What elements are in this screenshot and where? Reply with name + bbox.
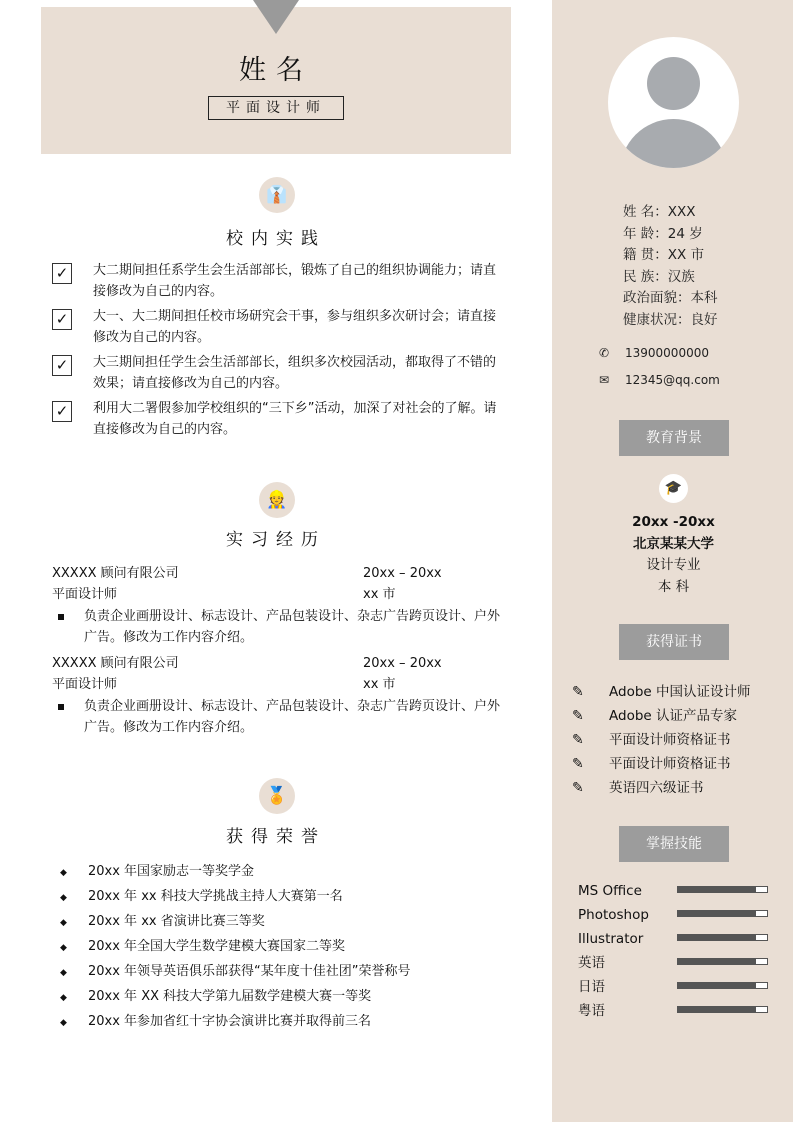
honor-text: 20xx 年国家励志一等奖学金 xyxy=(88,864,255,879)
skill-name: 粤语 xyxy=(578,1003,605,1019)
skill-level-bar xyxy=(677,910,768,917)
skill-level-fill xyxy=(678,935,756,940)
practice-text: 大二期间担任系学生会生活部部长，锻炼了自己的组织协调能力；请直接修改为自己的内容。 xyxy=(93,263,497,299)
education-block xyxy=(572,512,775,598)
cert-label: Adobe 中国认证设计师 xyxy=(609,684,751,700)
skill-name: 日语 xyxy=(578,979,605,995)
info-label: 姓 名： xyxy=(623,204,668,220)
list-item xyxy=(60,910,411,935)
honors-icon: 🏅 xyxy=(259,778,295,814)
list-item xyxy=(60,985,411,1010)
skill-row xyxy=(578,903,768,927)
education-heading: 教育背景 xyxy=(619,420,729,456)
job-desc xyxy=(52,606,502,648)
education-major: 设计专业 xyxy=(646,557,701,573)
skill-row xyxy=(578,951,768,975)
info-value: 汉族 xyxy=(667,268,695,285)
avatar xyxy=(608,37,739,168)
honor-text: 20xx 年参加省红十字协会演讲比赛并取得前三名 xyxy=(88,1014,372,1029)
info-value: 良好 xyxy=(690,311,718,328)
certs-list xyxy=(572,680,751,800)
job-city: xx 市 xyxy=(363,677,396,692)
list-item xyxy=(60,885,411,910)
practice-text: 利用大二署假参加学校组织的“三下乡”活动，加深了对社会的了解。请直接修改为自己的内容。 xyxy=(93,401,497,437)
info-label: 年 龄： xyxy=(623,225,668,242)
skill-level-fill xyxy=(678,983,756,988)
education-school: 北京某某大学 xyxy=(633,535,714,552)
checkbox-icon: ✓ xyxy=(52,355,72,376)
list-item xyxy=(60,1010,411,1035)
info-row xyxy=(623,245,718,267)
list-item xyxy=(572,776,751,800)
practice-text: 大一、大二期间担任校市场研究会干事，参与组织多次研讨会；请直接修改为自己的内容。 xyxy=(93,309,497,345)
job-desc-text: 负责企业画册设计、标志设计、产品包装设计、杂志广告跨页设计、户外广告。修改为工作内容介绍。 xyxy=(84,609,501,645)
info-label: 民 族： xyxy=(623,268,668,285)
diamond-bullet-icon: ◆ xyxy=(60,893,67,903)
job-city: xx 市 xyxy=(363,587,396,602)
info-row xyxy=(623,224,718,246)
diamond-bullet-icon: ◆ xyxy=(60,943,67,953)
info-label: 籍 贯： xyxy=(623,247,668,263)
internship-icon: 👷 xyxy=(259,482,295,518)
certificate-icon: ✎ xyxy=(572,708,584,724)
bullet-icon xyxy=(58,614,64,620)
internship-title: 实习经历 xyxy=(226,530,326,550)
header-triangle xyxy=(253,0,299,34)
skill-level-bar xyxy=(677,958,768,965)
certificate-icon: ✎ xyxy=(572,684,584,700)
email-row xyxy=(597,373,720,387)
avatar-head xyxy=(647,57,700,110)
list-item xyxy=(572,752,751,776)
skill-level-bar xyxy=(677,934,768,941)
cert-label: Adobe 认证产品专家 xyxy=(609,708,737,724)
skill-row xyxy=(578,927,768,951)
honor-text: 20xx 年 XX 科技大学第九届数学建模大赛一等奖 xyxy=(88,989,372,1004)
list-item xyxy=(52,398,498,440)
list-item xyxy=(60,860,411,885)
phone-number: 13900000000 xyxy=(625,346,709,360)
job-role: 平面设计师 xyxy=(52,677,118,692)
info-value: 24 岁 xyxy=(667,225,703,242)
honor-text: 20xx 年 xx 科技大学挑战主持人大赛第一名 xyxy=(88,889,343,904)
diamond-bullet-icon: ◆ xyxy=(60,968,67,978)
certificate-icon: ✎ xyxy=(572,732,584,748)
info-label: 健康状况： xyxy=(623,311,691,328)
skill-name: Illustrator xyxy=(578,931,644,947)
practice-icon: 👔 xyxy=(259,177,295,213)
cert-label: 平面设计师资格证书 xyxy=(609,756,731,772)
job-desc-text: 负责企业画册设计、标志设计、产品包装设计、杂志广告跨页设计、户外广告。修改为工作内容介绍。 xyxy=(84,699,501,735)
skill-row xyxy=(578,975,768,999)
skill-level-fill xyxy=(678,959,756,964)
diamond-bullet-icon: ◆ xyxy=(60,993,67,1003)
job-entry xyxy=(52,563,502,648)
cert-label: 平面设计师资格证书 xyxy=(609,732,731,748)
info-row xyxy=(623,267,718,289)
education-degree: 本 科 xyxy=(657,578,690,595)
list-item xyxy=(60,935,411,960)
skill-level-bar xyxy=(677,982,768,989)
info-row xyxy=(623,288,718,310)
graduation-cap-icon: 🎓 xyxy=(659,474,688,503)
honor-text: 20xx 年 xx 省演讲比赛三等奖 xyxy=(88,914,265,929)
personal-info xyxy=(623,202,718,331)
info-label: 政治面貌： xyxy=(623,290,691,306)
skills-heading: 掌握技能 xyxy=(619,826,729,862)
checkbox-icon: ✓ xyxy=(52,401,72,422)
job-role: 平面设计师 xyxy=(52,587,118,602)
skill-row xyxy=(578,999,768,1023)
skill-level-fill xyxy=(678,911,756,916)
honor-text: 20xx 年全国大学生数学建模大赛国家二等奖 xyxy=(88,939,346,954)
job-company: XXXXX 顾问有限公司 xyxy=(52,656,179,671)
checkbox-icon: ✓ xyxy=(52,263,72,284)
skill-name: Photoshop xyxy=(578,907,649,923)
honors-title: 获得荣誉 xyxy=(226,827,326,847)
education-years: 20xx -20xx xyxy=(632,514,715,530)
practice-list xyxy=(52,260,498,444)
job-company: XXXXX 顾问有限公司 xyxy=(52,566,179,581)
info-row xyxy=(623,310,718,332)
page-title: 姓名 xyxy=(239,55,313,86)
skill-level-fill xyxy=(678,887,756,892)
list-item xyxy=(52,260,498,302)
list-item xyxy=(60,960,411,985)
list-item xyxy=(52,306,498,348)
info-value: 本科 xyxy=(690,290,718,306)
cert-label: 英语四六级证书 xyxy=(609,780,704,796)
diamond-bullet-icon: ◆ xyxy=(60,868,67,878)
job-title-box: 平面设计师 xyxy=(208,96,344,120)
job-entry xyxy=(52,653,502,738)
skill-row xyxy=(578,879,768,903)
skill-level-fill xyxy=(678,1007,756,1012)
phone-icon: ✆ xyxy=(598,346,610,360)
bullet-icon xyxy=(58,704,64,710)
checkbox-icon: ✓ xyxy=(52,309,72,330)
job-dates: 20xx – 20xx xyxy=(363,656,442,671)
skill-level-bar xyxy=(677,1006,768,1013)
certs-heading: 获得证书 xyxy=(619,624,729,660)
info-value: XX 市 xyxy=(667,247,705,263)
practice-title: 校内实践 xyxy=(226,229,326,249)
job-desc xyxy=(52,696,502,738)
phone-row xyxy=(597,346,709,360)
list-item xyxy=(572,704,751,728)
avatar-body xyxy=(620,119,727,168)
email-icon: ✉ xyxy=(598,373,610,387)
list-item xyxy=(572,680,751,704)
skill-name: 英语 xyxy=(578,955,605,971)
info-value: XXX xyxy=(667,204,696,220)
email-address: 12345@qq.com xyxy=(625,373,720,387)
info-row xyxy=(623,202,718,224)
practice-text: 大三期间担任学生会生活部部长，组织多次校园活动，都取得了不错的效果；请直接修改为自己的内容。 xyxy=(93,355,497,391)
certificate-icon: ✎ xyxy=(572,756,584,772)
list-item xyxy=(52,352,498,394)
diamond-bullet-icon: ◆ xyxy=(60,918,67,928)
skills-list xyxy=(578,879,768,1023)
job-dates: 20xx – 20xx xyxy=(363,566,442,581)
skill-level-bar xyxy=(677,886,768,893)
certificate-icon: ✎ xyxy=(572,780,584,796)
diamond-bullet-icon: ◆ xyxy=(60,1018,67,1028)
honors-list xyxy=(60,860,411,1035)
skill-name: MS Office xyxy=(578,883,642,899)
honor-text: 20xx 年领导英语俱乐部获得“某年度十佳社团”荣誉称号 xyxy=(88,964,411,979)
list-item xyxy=(572,728,751,752)
